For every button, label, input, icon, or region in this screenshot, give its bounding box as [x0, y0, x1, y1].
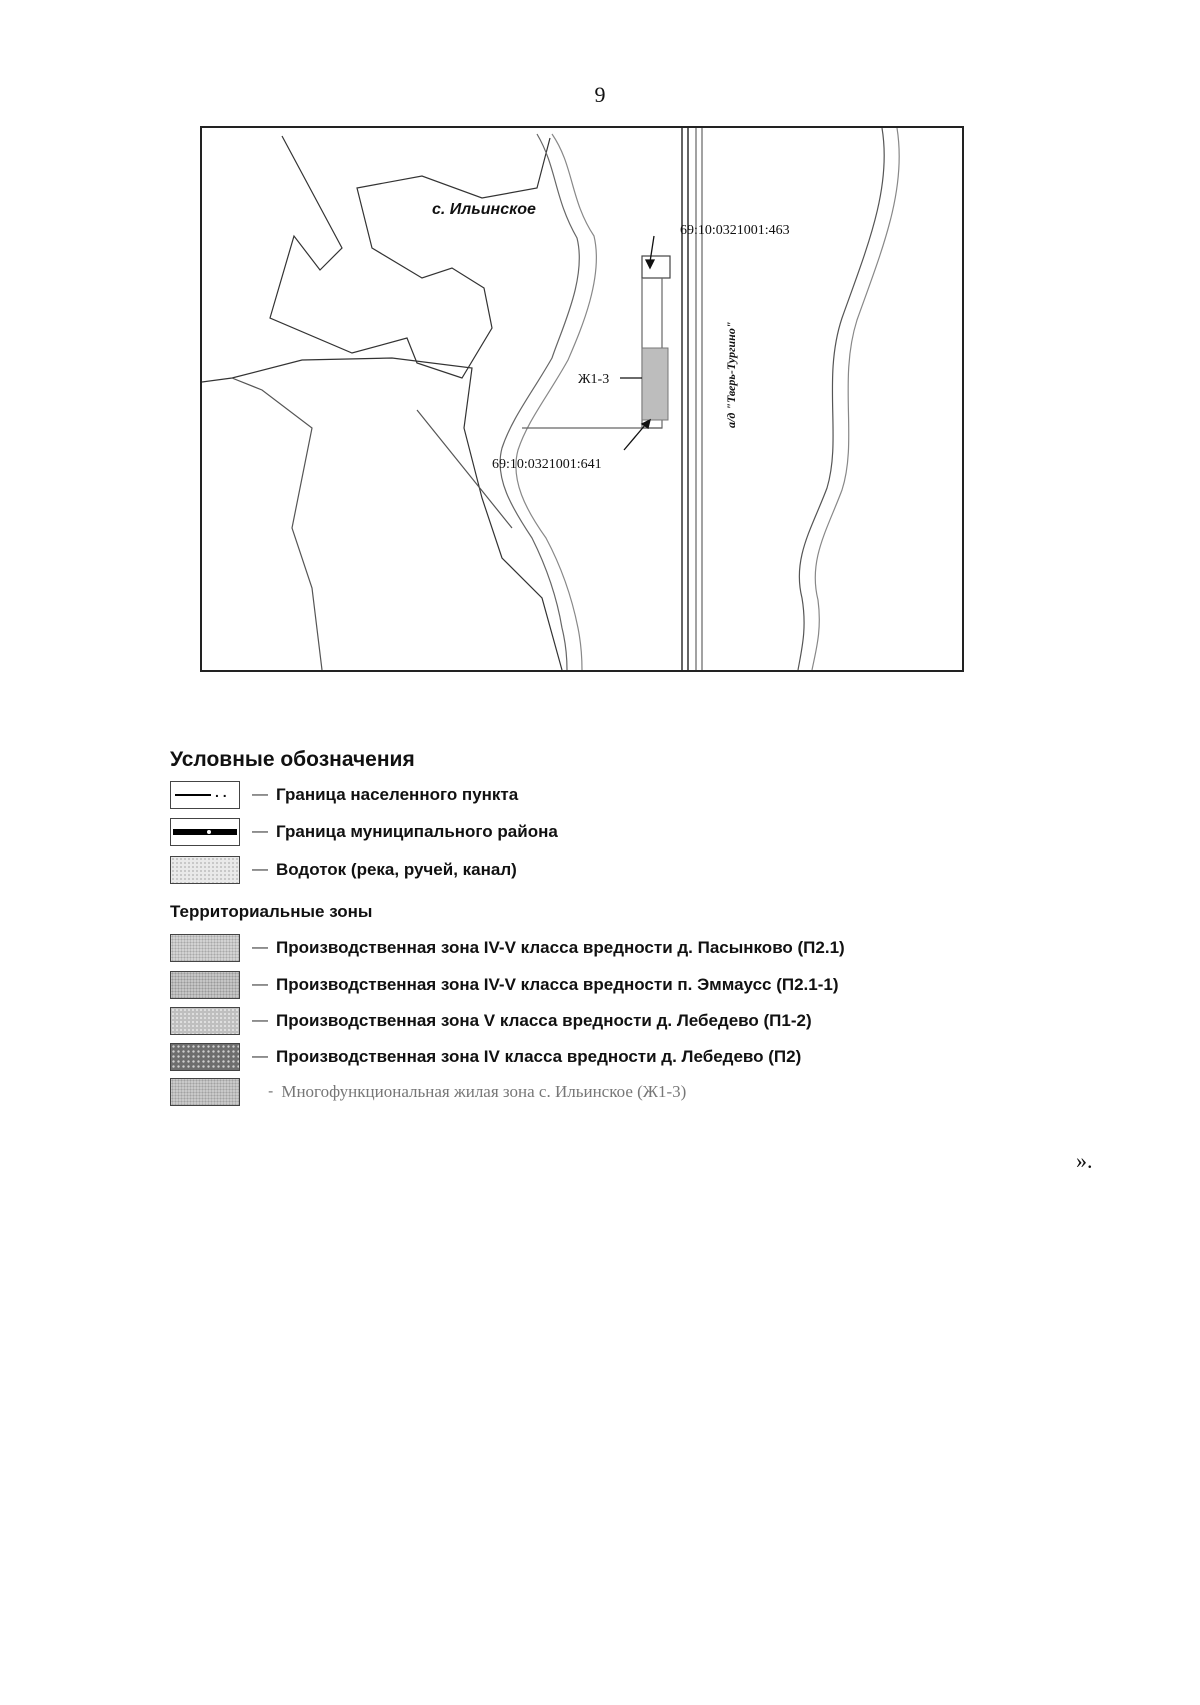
legend-zone-p21: — Производственная зона IV-V класса вредности д. Пасынково (П2.1)	[170, 933, 845, 963]
legend-label: Производственная зона IV-V класса вредности д. Пасынково (П2.1)	[276, 938, 845, 957]
watercourse-swatch	[170, 856, 240, 884]
legend-label: Граница населенного пункта	[276, 785, 519, 804]
district-boundary-swatch	[170, 818, 240, 846]
legend-label: Водоток (река, ручей, канал)	[276, 860, 517, 879]
arrow-463-line	[650, 236, 654, 262]
legend-label: Производственная зона IV-V класса вредности п. Эммаусс (П2.1-1)	[276, 975, 839, 994]
parcel-bottom-label: 69:10:0321001:641	[492, 457, 602, 472]
legend-label: Многофункциональная жилая зона с. Ильинское (Ж1-3)	[281, 1082, 687, 1101]
page-number: 9	[594, 82, 606, 107]
legend-label: Граница муниципального района	[276, 822, 558, 841]
settlement-label: с. Ильинское	[432, 201, 536, 218]
settlement-boundary	[270, 136, 550, 378]
legend-item-district-boundary: — Граница муниципального района	[170, 817, 558, 847]
road-label: а/д "Тверь-Тургино"	[724, 321, 738, 428]
legend-zone-zh13: - Многофункциональная жилая зона с. Ильинское (Ж1-3)	[170, 1077, 686, 1107]
zone-label: Ж1-3	[578, 372, 610, 387]
parcel-top-label: 69:10:0321001:463	[680, 223, 790, 238]
legend-label: Производственная зона IV класса вредности д. Лебедево (П2)	[276, 1047, 802, 1066]
zone-zh13-fill	[642, 348, 668, 420]
district-boundary-left	[202, 358, 562, 670]
zone-p2-swatch	[170, 1043, 240, 1071]
district-boundary-west	[232, 378, 322, 670]
map-frame	[200, 126, 964, 672]
legend-title: Условные обозначения	[170, 748, 415, 771]
zone-p12-swatch	[170, 1007, 240, 1035]
legend-item-settlement-boundary: . . — Граница населенного пункта	[170, 780, 518, 810]
river-east	[798, 128, 884, 670]
zones-title: Территориальные зоны	[170, 902, 373, 921]
settlement-boundary-swatch	[170, 781, 240, 809]
arrow-463-head	[646, 260, 654, 268]
legend-label: Производственная зона V класса вредности д. Лебедево (П1-2)	[276, 1011, 812, 1030]
parcel-463	[642, 256, 670, 278]
legend-zone-p2: — Производственная зона IV класса вредности д. Лебедево (П2)	[170, 1042, 801, 1072]
legend-item-watercourse: — Водоток (река, ручей, канал)	[170, 855, 517, 885]
zone-zh13-swatch	[170, 1078, 240, 1106]
river-east-2	[812, 128, 899, 670]
zone-p211-swatch	[170, 971, 240, 999]
legend-zone-p211: — Производственная зона IV-V класса вредности п. Эммаусс (П2.1-1)	[170, 970, 839, 1000]
closing-quote: ».	[1076, 1148, 1093, 1173]
zone-p21-swatch	[170, 934, 240, 962]
legend-zone-p12: — Производственная зона V класса вредности д. Лебедево (П1-2)	[170, 1006, 812, 1036]
map-canvas	[202, 128, 962, 670]
